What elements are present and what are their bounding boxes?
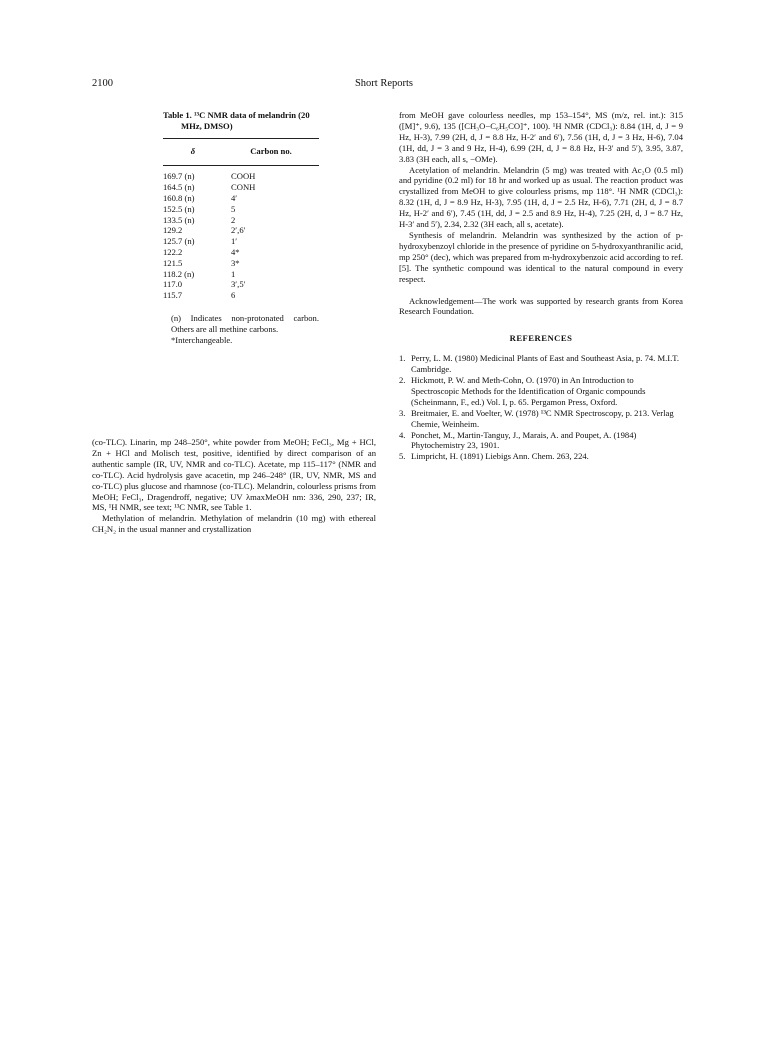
reference-number: 4.: [399, 429, 406, 440]
table-row: [163, 193, 319, 204]
table-cell-delta: 117.0: [163, 279, 183, 290]
table-cell-carbon: 2: [231, 214, 236, 225]
table-header-carbon: Carbon no.: [250, 145, 292, 156]
nmr-table: [163, 110, 319, 345]
table-cell-delta: 118.2 (n): [163, 268, 195, 279]
table-note-interchangeable: *Interchangeable.: [171, 334, 233, 345]
reference-item: [399, 375, 683, 408]
table-cell-delta: 164.5 (n): [163, 182, 195, 193]
table-row: [163, 279, 319, 290]
reference-item: [399, 408, 683, 430]
table-cell-carbon: 3′,5′: [231, 279, 246, 290]
table-row: [163, 258, 319, 269]
right-paragraph-1: from MeOH gave colourless needles, mp 153–154°, MS (m/z, rel. int.): 315 ([M]⁺, 9.6), 135 ([CH₃O−C₆H₅CO]⁺, 100). ¹H NMR (CDCl₃): 8.84 (1H, d, J = 9 Hz, H-3), 7.99 (2H, d, J = 8.8 Hz, H-2′ and 6′), 7.56 (1H, d, J = 3 Hz, H-6), 7.04 (1H, dd, J = 3 and 9 Hz, H-4), 6.99 (2H, d, J = 8.8 Hz, H-3′ and 5′), 3.95, 3.87, 3.83 (3H each, all s, −OMe).: [399, 110, 683, 164]
table-row: [163, 269, 319, 280]
table-row: [163, 171, 319, 182]
reference-number: 3.: [399, 407, 406, 418]
table-notes: [163, 313, 319, 345]
table-cell-carbon: 4*: [231, 246, 240, 257]
left-paragraph-1: (co-TLC). Linarin, mp 248–250°, white powder from MeOH; FeCl₃, Mg + HCl, Zn + HCl and Molisch test, positive, identified by direct comparison of an authentic sample (IR, UV, NMR and co-TLC). Acetate, mp 115–117° (NMR and co-TLC). Acid hydrolysis gave acacetin, mp 246–248° (IR, UV, NMR, MS and co-TLC) plus glucose and rhamnose (co-TLC). Melandrin, colourless prisms from MeOH; FeCl₃, Dragendroff, negative; UV λmaxMeOH nm: 336, 290, 237; IR, MS, ¹H NMR, see text; ¹³C NMR, see Table 1.: [92, 437, 376, 513]
table-row: [163, 182, 319, 193]
table-cell-delta: 152.5 (n): [163, 203, 195, 214]
reference-number: 2.: [399, 375, 406, 386]
running-head: [92, 78, 676, 92]
right-column: [399, 110, 683, 462]
table-cell-delta: 133.5 (n): [163, 214, 195, 225]
reference-text: Perry, L. M. (1980) Medicinal Plants of East and Southeast Asia, p. 74. M.I.T. Cambridge.: [411, 353, 680, 375]
table-cell-carbon: 6: [231, 290, 236, 301]
right-paragraph-synthesis: Synthesis of melandrin. Melandrin was synthesized by the action of p-hydroxybenzoyl chloride in the presence of pyridine on 5-hydroxyanthranilic acid, mp 250° (dec), which was prepared from m-hydroxybenzoic acid according to ref. [5]. The synthetic compound was identical to the natural compound in every respect.: [399, 229, 683, 284]
table-cell-delta: 125.7 (n): [163, 236, 195, 247]
table-cell-carbon: CONH: [231, 182, 256, 193]
table-cell-delta: 115.7: [163, 290, 183, 301]
table-header-row: [163, 139, 319, 166]
table-cell-carbon: 3*: [231, 257, 240, 268]
reference-number: 5.: [399, 451, 406, 462]
reference-text: Ponchet, M., Martin-Tanguy, J., Marais, A. and Poupet, A. (1984) Phytochemistry 23, 1901.: [411, 429, 637, 451]
reference-number: 1.: [399, 353, 406, 364]
table-row: [163, 247, 319, 258]
table-row: [163, 290, 319, 301]
reference-text: Hickmott, P. W. and Meth-Cohn, O. (1970) in An Introduction to Spectroscopic Methods for the Identification of Organic compounds (Scheinmann, F., ed.) Vol. I, p. 65. Pergamon Press, Oxford.: [411, 375, 646, 407]
table-note-protonated: (n) Indicates non-protonated carbon. Others are all methine carbons.: [171, 312, 319, 334]
table-body: [163, 166, 319, 301]
table-row: [163, 204, 319, 215]
reference-item: [399, 430, 683, 452]
table-row: [163, 225, 319, 236]
reference-item: [399, 451, 683, 462]
table-cell-carbon: 1′: [231, 236, 238, 247]
right-paragraph-acetylation: Acetylation of melandrin. Melandrin (5 mg) was treated with Ac₂O (0.5 ml) and pyridine (0.2 ml) for 18 hr and worked up as usual. The reaction product was crystallized from MeOH to give colourless prisms, mp 118°. ¹H NMR (CDCl₃): 8.32 (1H, d, J = 8.9 Hz, H-3), 7.95 (1H, d, J = 2.5 Hz, H-6), 7.71 (2H, d, J = 8.7 Hz, H-2′ and 6′), 7.45 (1H, dd, J = 2.5 and 8.9 Hz, H-4), 7.25 (2H, d, J = 8.7 Hz, H-3′ and 5′), 2.34, 2.32 (3H each, all s, acetate).: [399, 164, 683, 230]
references-heading: REFERENCES: [509, 333, 573, 344]
table-row: [163, 236, 319, 247]
table-cell-carbon: 1: [231, 268, 236, 279]
reference-text: Limpricht, H. (1891) Liebigs Ann. Chem. 263, 224.: [411, 451, 589, 462]
table-cell-delta: 121.5: [163, 257, 183, 268]
table-row: [163, 215, 319, 226]
reference-item: [399, 353, 683, 375]
table-cell-carbon: 4′: [231, 192, 238, 203]
table-cell-delta: 160.8 (n): [163, 192, 195, 203]
table-header-delta: δ: [190, 145, 196, 156]
reference-list: [399, 353, 683, 462]
reference-text: Breitmaier, E. and Voelter, W. (1978) ¹³C NMR Spectroscopy, p. 213. Verlag Chemie, Weinheim.: [411, 407, 674, 429]
table-caption: Table 1. ¹³C NMR data of melandrin (20 MHz, DMSO): [163, 110, 310, 131]
section-title: Short Reports: [354, 78, 414, 89]
table-cell-delta: 129.2: [163, 225, 183, 236]
table-cell-carbon: 2′,6′: [231, 225, 246, 236]
table-cell-carbon: 5: [231, 203, 236, 214]
page-number: 2100: [92, 78, 113, 89]
left-column: [92, 437, 376, 535]
table-cell-delta: 169.7 (n): [163, 171, 195, 182]
table-cell-carbon: COOH: [231, 171, 256, 182]
acknowledgement: Acknowledgement—The work was supported by research grants from Korea Research Foundation.: [399, 295, 683, 317]
left-paragraph-methylation: Methylation of melandrin. Methylation of melandrin (10 mg) with ethereal CH₂N₂ in the usual manner and crystallization: [92, 513, 376, 535]
table-cell-delta: 122.2: [163, 246, 183, 257]
